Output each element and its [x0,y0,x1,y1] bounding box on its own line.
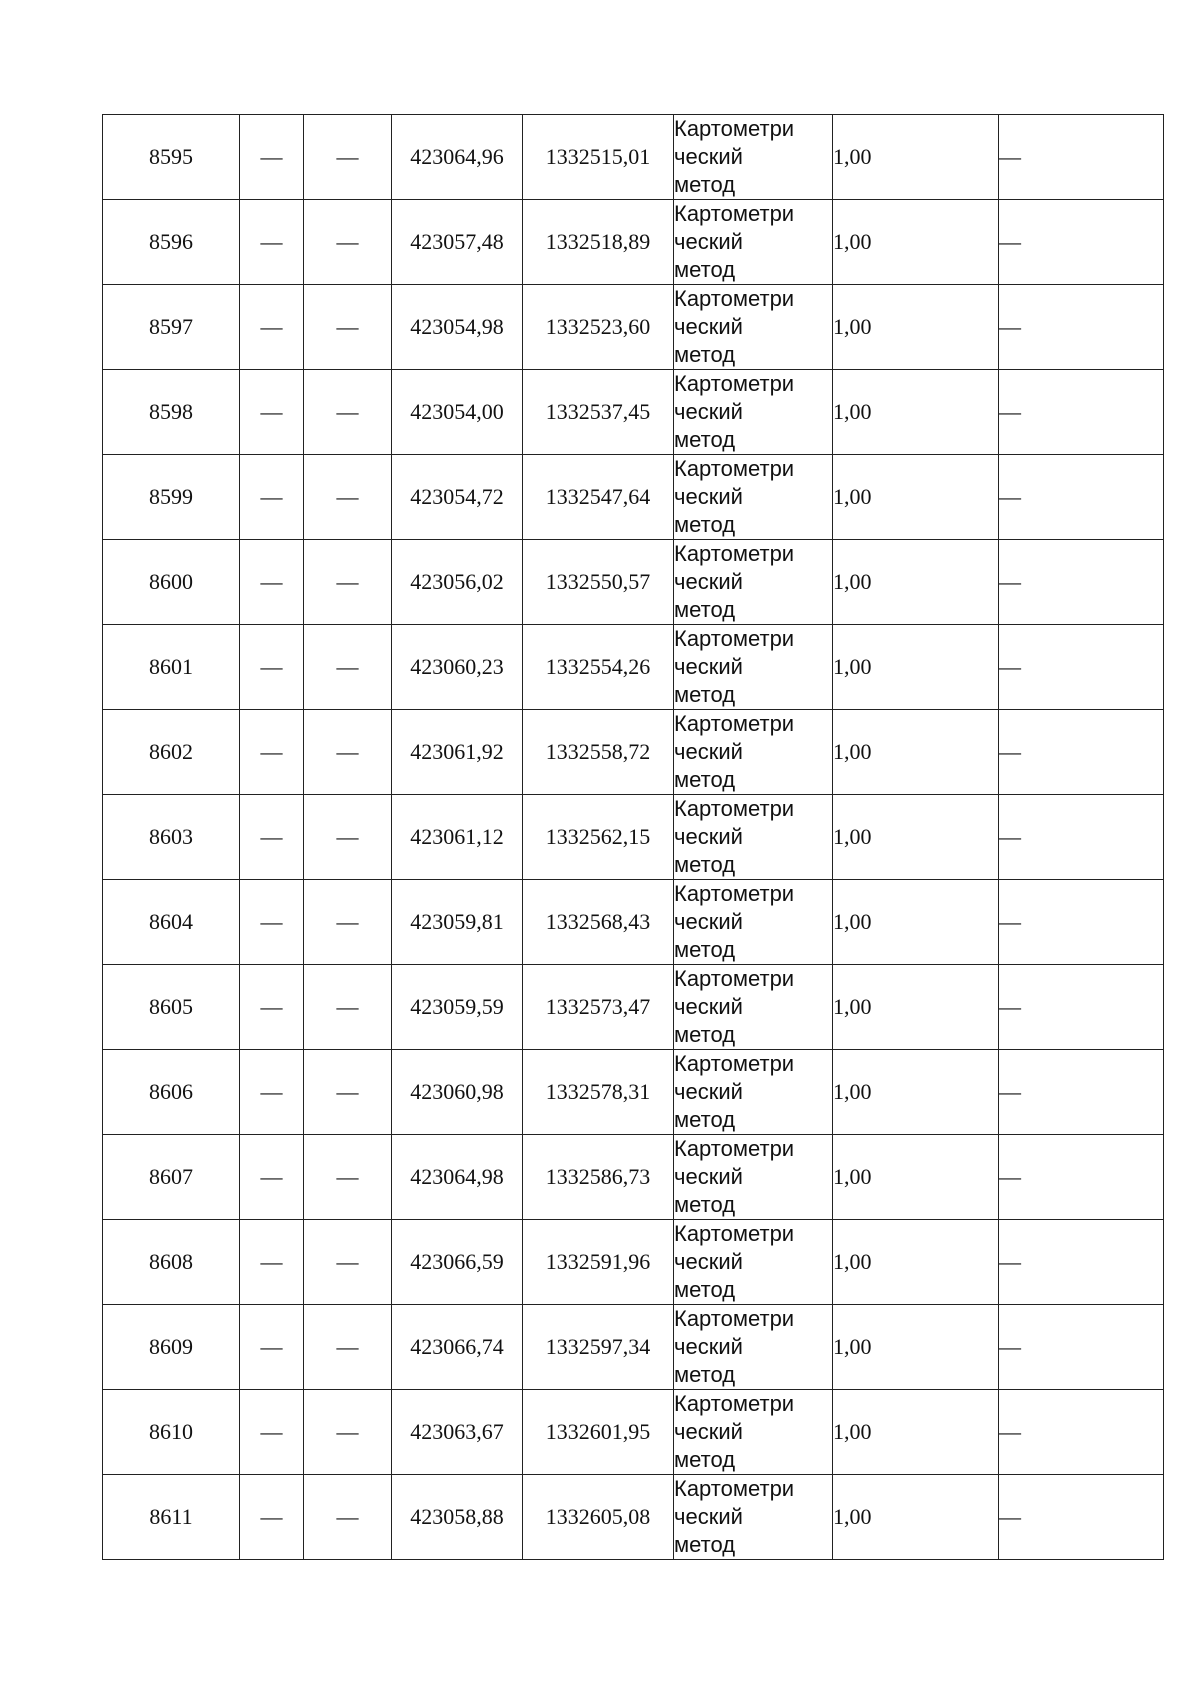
point-number-cell: 8608 [103,1220,240,1305]
coordinate-y-cell: 1332523,60 [523,285,674,370]
accuracy-cell: 1,00 [833,540,999,625]
empty-dash-cell: — [304,965,392,1050]
empty-dash-cell: — [304,115,392,200]
empty-dash-cell: — [304,1390,392,1475]
point-number-cell: 8596 [103,200,240,285]
note-cell: — [999,115,1164,200]
method-cell: Картометри ческий метод [674,540,833,625]
coordinate-x-cell: 423059,81 [392,880,523,965]
empty-dash-cell: — [304,370,392,455]
note-cell: — [999,625,1164,710]
point-number-cell: 8604 [103,880,240,965]
point-number-cell: 8606 [103,1050,240,1135]
table-row [103,1305,1164,1390]
coordinate-y-cell: 1332562,15 [523,795,674,880]
coordinate-y-cell: 1332573,47 [523,965,674,1050]
accuracy-cell: 1,00 [833,625,999,710]
accuracy-cell: 1,00 [833,200,999,285]
empty-dash-cell: — [304,200,392,285]
coordinate-y-cell: 1332578,31 [523,1050,674,1135]
accuracy-cell: 1,00 [833,455,999,540]
coordinate-x-cell: 423063,67 [392,1390,523,1475]
empty-dash-cell: — [240,880,304,965]
coordinate-x-cell: 423060,98 [392,1050,523,1135]
empty-dash-cell: — [304,1135,392,1220]
coordinate-y-cell: 1332550,57 [523,540,674,625]
method-cell: Картометри ческий метод [674,115,833,200]
table-row [103,1135,1164,1220]
coordinate-x-cell: 423057,48 [392,200,523,285]
empty-dash-cell: — [240,285,304,370]
point-number-cell: 8605 [103,965,240,1050]
coordinate-y-cell: 1332515,01 [523,115,674,200]
point-number-cell: 8603 [103,795,240,880]
empty-dash-cell: — [240,200,304,285]
coordinate-x-cell: 423054,98 [392,285,523,370]
method-cell: Картометри ческий метод [674,795,833,880]
note-cell: — [999,1305,1164,1390]
method-cell: Картометри ческий метод [674,1220,833,1305]
accuracy-cell: 1,00 [833,1135,999,1220]
coordinate-y-cell: 1332568,43 [523,880,674,965]
note-cell: — [999,1475,1164,1560]
coordinate-x-cell: 423059,59 [392,965,523,1050]
point-number-cell: 8609 [103,1305,240,1390]
note-cell: — [999,710,1164,795]
coordinate-y-cell: 1332586,73 [523,1135,674,1220]
empty-dash-cell: — [240,965,304,1050]
method-cell: Картометри ческий метод [674,455,833,540]
note-cell: — [999,540,1164,625]
method-cell: Картометри ческий метод [674,710,833,795]
empty-dash-cell: — [240,370,304,455]
coordinate-y-cell: 1332554,26 [523,625,674,710]
coordinate-y-cell: 1332597,34 [523,1305,674,1390]
accuracy-cell: 1,00 [833,1220,999,1305]
table-row [103,710,1164,795]
accuracy-cell: 1,00 [833,1475,999,1560]
coordinate-x-cell: 423054,72 [392,455,523,540]
point-number-cell: 8602 [103,710,240,795]
coordinate-x-cell: 423061,92 [392,710,523,795]
note-cell: — [999,880,1164,965]
coordinate-x-cell: 423064,96 [392,115,523,200]
empty-dash-cell: — [304,455,392,540]
coordinate-x-cell: 423064,98 [392,1135,523,1220]
coordinate-x-cell: 423066,74 [392,1305,523,1390]
empty-dash-cell: — [304,285,392,370]
empty-dash-cell: — [240,1135,304,1220]
empty-dash-cell: — [304,1305,392,1390]
empty-dash-cell: — [240,1475,304,1560]
method-cell: Картометри ческий метод [674,1305,833,1390]
empty-dash-cell: — [240,710,304,795]
method-cell: Картометри ческий метод [674,285,833,370]
table-row [103,540,1164,625]
table-row [103,1475,1164,1560]
coordinate-x-cell: 423061,12 [392,795,523,880]
empty-dash-cell: — [240,455,304,540]
table-row [103,115,1164,200]
method-cell: Картометри ческий метод [674,625,833,710]
empty-dash-cell: — [240,115,304,200]
table-body [103,115,1164,1560]
accuracy-cell: 1,00 [833,115,999,200]
point-number-cell: 8610 [103,1390,240,1475]
method-cell: Картометри ческий метод [674,370,833,455]
coordinate-x-cell: 423056,02 [392,540,523,625]
note-cell: — [999,370,1164,455]
empty-dash-cell: — [304,710,392,795]
point-number-cell: 8597 [103,285,240,370]
empty-dash-cell: — [304,540,392,625]
accuracy-cell: 1,00 [833,710,999,795]
note-cell: — [999,1050,1164,1135]
empty-dash-cell: — [304,880,392,965]
point-number-cell: 8611 [103,1475,240,1560]
accuracy-cell: 1,00 [833,880,999,965]
empty-dash-cell: — [240,625,304,710]
table-row [103,200,1164,285]
coordinate-x-cell: 423058,88 [392,1475,523,1560]
method-cell: Картометри ческий метод [674,1475,833,1560]
coordinate-y-cell: 1332537,45 [523,370,674,455]
note-cell: — [999,965,1164,1050]
table-row [103,1220,1164,1305]
empty-dash-cell: — [240,540,304,625]
accuracy-cell: 1,00 [833,1305,999,1390]
point-number-cell: 8595 [103,115,240,200]
table-row [103,285,1164,370]
table-row [103,1050,1164,1135]
table-row [103,625,1164,710]
note-cell: — [999,1390,1164,1475]
empty-dash-cell: — [240,1390,304,1475]
empty-dash-cell: — [240,1050,304,1135]
empty-dash-cell: — [240,795,304,880]
method-cell: Картометри ческий метод [674,1050,833,1135]
empty-dash-cell: — [304,1050,392,1135]
empty-dash-cell: — [240,1305,304,1390]
method-cell: Картометри ческий метод [674,880,833,965]
table-row [103,880,1164,965]
note-cell: — [999,1135,1164,1220]
point-number-cell: 8598 [103,370,240,455]
note-cell: — [999,795,1164,880]
empty-dash-cell: — [240,1220,304,1305]
coordinate-y-cell: 1332518,89 [523,200,674,285]
method-cell: Картометри ческий метод [674,965,833,1050]
method-cell: Картометри ческий метод [674,200,833,285]
coordinate-y-cell: 1332547,64 [523,455,674,540]
point-number-cell: 8607 [103,1135,240,1220]
empty-dash-cell: — [304,795,392,880]
table-row [103,965,1164,1050]
accuracy-cell: 1,00 [833,285,999,370]
coordinate-y-cell: 1332591,96 [523,1220,674,1305]
table-row [103,370,1164,455]
accuracy-cell: 1,00 [833,1050,999,1135]
accuracy-cell: 1,00 [833,1390,999,1475]
coordinate-y-cell: 1332601,95 [523,1390,674,1475]
point-number-cell: 8599 [103,455,240,540]
coordinate-y-cell: 1332605,08 [523,1475,674,1560]
method-cell: Картометри ческий метод [674,1390,833,1475]
coordinate-x-cell: 423054,00 [392,370,523,455]
note-cell: — [999,285,1164,370]
method-cell: Картометри ческий метод [674,1135,833,1220]
note-cell: — [999,1220,1164,1305]
coordinate-y-cell: 1332558,72 [523,710,674,795]
table-row [103,795,1164,880]
empty-dash-cell: — [304,625,392,710]
coordinate-x-cell: 423066,59 [392,1220,523,1305]
table-row [103,455,1164,540]
coordinate-x-cell: 423060,23 [392,625,523,710]
empty-dash-cell: — [304,1475,392,1560]
accuracy-cell: 1,00 [833,795,999,880]
note-cell: — [999,455,1164,540]
point-number-cell: 8600 [103,540,240,625]
note-cell: — [999,200,1164,285]
empty-dash-cell: — [304,1220,392,1305]
accuracy-cell: 1,00 [833,965,999,1050]
table-row [103,1390,1164,1475]
point-number-cell: 8601 [103,625,240,710]
coordinates-table [102,114,1164,1560]
accuracy-cell: 1,00 [833,370,999,455]
